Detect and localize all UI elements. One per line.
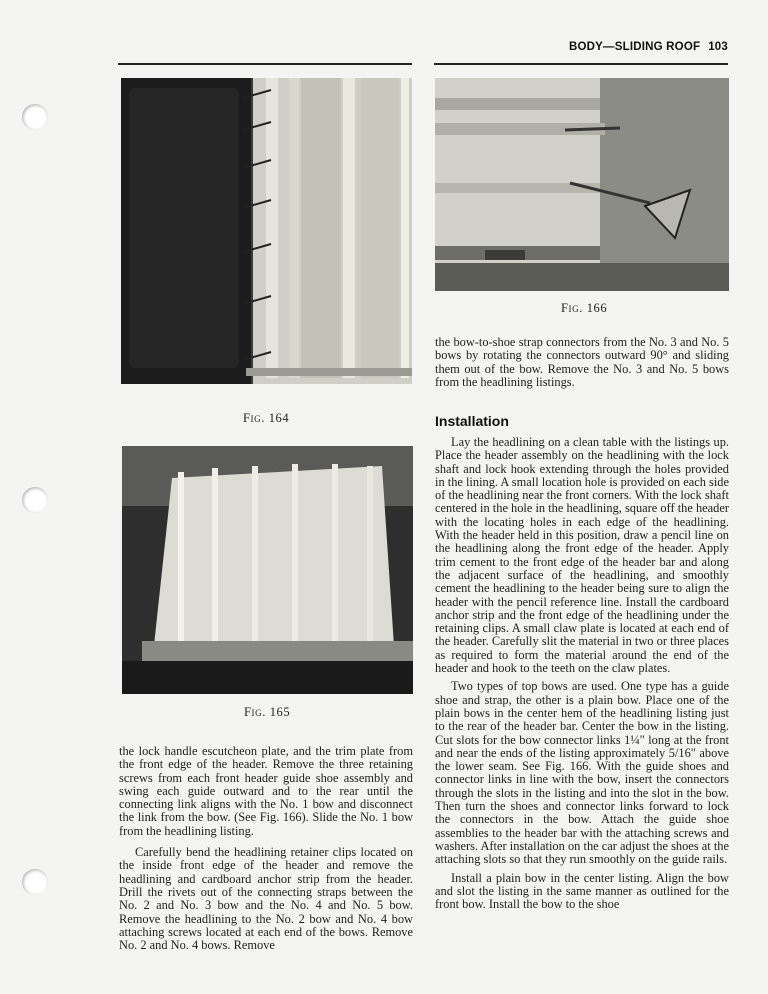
paragraph: Two types of top bows are used. One type has a guide shoe and strap, the other is a plain bow. Place one of the plain bows in the center hem of the headlining listing just to the rear of the header bar. Center the bow in the listing. Cut slots for the bow connector links 1¼" long at the front and near the ends of the listing approximately 5/16" above the lower seam. See Fig. 166. With the guide shoes and connector links in line with the bow, insert the connectors through the slots in the listing and into the slot in the bow. Then turn the shoes and connector links forward to lock the connectors in the bow. Attach the guide shoe assemblies to the header bar with the attaching screws and washers. After installation on the car adjust the shoes at the attaching slots so that they run smoothly on the guide rails. <box>435 679 729 867</box>
figure-166-photo <box>435 78 729 291</box>
header-rule-right <box>434 63 728 65</box>
guide-shoe-connector-illustration <box>435 78 729 291</box>
paragraph: Lay the headlining on a clean table with the listings up. Place the header assembly on the headlining with the lock shaft and lock hook extending through the holes provided in the lining. A small location hole is provided on each side of the headlining near the front corners. With the lock shaft centered in the hole in the headlining, square off the header with the locating holes in each edge of the headlining. With the header held in this position, draw a pencil line on the headlining along the front edge of the header. Apply trim cement to the front edge of the header bar and along the adjacent surface of the headlining, and smoothly cement the headlining to the header being sure to align the header with the pencil reference line. Install the cardboard anchor strip and the front edge of the headlining under the retaining clips. A small claw plate is located at each end of the header. Carefully slit the material in two or three places as required to form the material around the end of the header and hook to the teeth on the claw plates. <box>435 435 729 676</box>
paragraph: Install a plain bow in the center listing. Align the bow and slot the listing in the same manner as outlined for the front bow. Install the bow to the shoe <box>435 870 729 912</box>
right-column-text <box>435 436 729 911</box>
headlining-header-illustration <box>121 78 412 384</box>
figure-165-photo <box>122 446 413 694</box>
paragraph: the bow-to-shoe strap connectors from the No. 3 and No. 5 bows by rotating the connectors outward 90° and sliding them out of the bow. Remove the No. 3 and No. 5 bows from the headlining listings. <box>435 335 729 389</box>
figure-164-photo <box>121 78 412 384</box>
running-header-title: BODY—SLIDING ROOF <box>569 41 701 53</box>
binder-hole-top <box>22 104 48 130</box>
section-heading: Installation <box>435 413 509 429</box>
figure-164-caption: Fig. 164 <box>243 411 290 425</box>
right-column-intro <box>435 336 729 389</box>
figure-166-caption: Fig. 166 <box>561 301 608 315</box>
binder-hole-middle <box>22 487 48 513</box>
page-number: 103 <box>708 41 728 53</box>
sliding-roof-bows-illustration <box>122 446 413 694</box>
left-column-text <box>119 745 413 952</box>
figure-165-caption: Fig. 165 <box>244 705 291 719</box>
header-rule <box>118 63 412 65</box>
paragraph: Carefully bend the headlining retainer clips located on the inside front edge of the header and remove the headlining and cardboard anchor strip from the header. Drill the rivets out of the connecting straps between the No. 2 and No. 3 bow and the No. 4 and No. 5 bow. Remove the headlining to the No. 2 bow and No. 4 bow attaching screws located at each end of the bows. Remove No. 2 and No. 4 bows. Remove <box>119 845 413 953</box>
paragraph: the lock handle escutcheon plate, and the trim plate from the front edge of the header. Remove the three retaining screws from each front header guide shoe assembly and swing each guide outward and to the rear until the connecting link aligns with the No. 1 bow and disconnect the link from the bow. (See Fig. 166). Slide the No. 1 bow from the headlining listing. <box>119 744 413 838</box>
binder-hole-bottom <box>22 869 48 895</box>
running-header <box>569 41 728 53</box>
